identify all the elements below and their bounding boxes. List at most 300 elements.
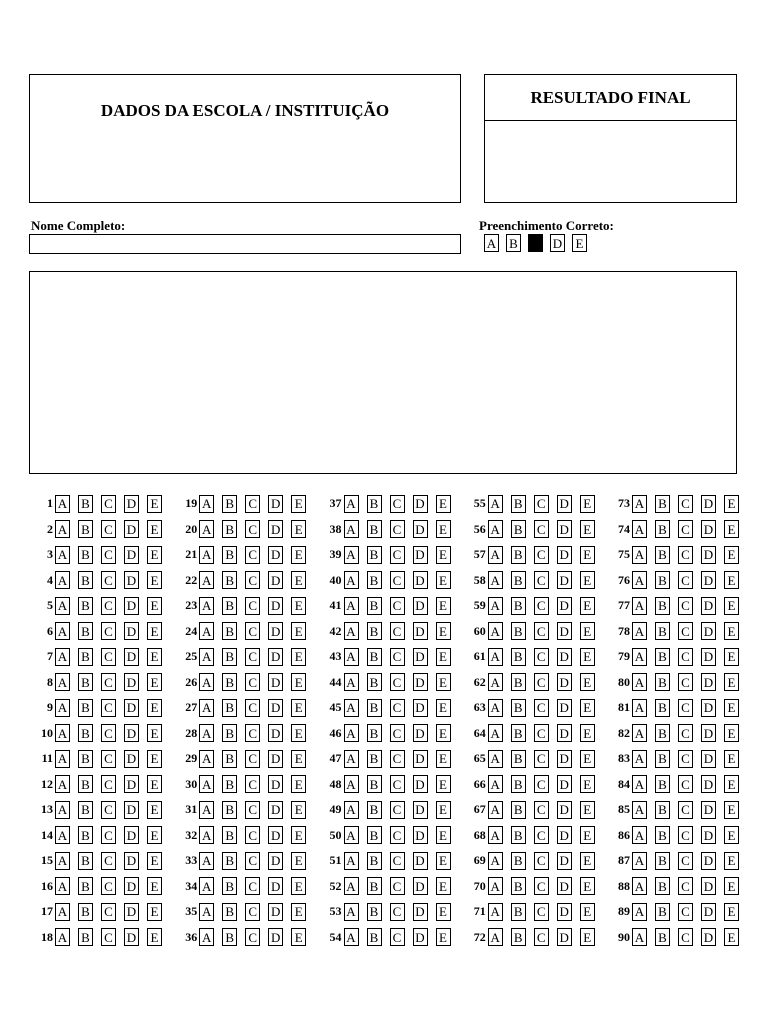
answer-option-a[interactable]: A: [344, 571, 359, 589]
answer-option-d[interactable]: D: [701, 775, 716, 793]
answer-option-d[interactable]: D: [557, 546, 572, 564]
answer-option-c[interactable]: C: [678, 648, 693, 666]
answer-option-c[interactable]: C: [101, 724, 116, 742]
answer-option-b[interactable]: B: [222, 597, 237, 615]
answer-option-e[interactable]: E: [291, 852, 306, 870]
answer-option-c[interactable]: C: [245, 877, 260, 895]
answer-option-d[interactable]: D: [124, 622, 139, 640]
answer-option-b[interactable]: B: [78, 699, 93, 717]
answer-option-d[interactable]: D: [268, 775, 283, 793]
answer-option-c[interactable]: C: [101, 775, 116, 793]
answer-option-c[interactable]: C: [534, 801, 549, 819]
answer-option-e[interactable]: E: [580, 775, 595, 793]
answer-option-e[interactable]: E: [436, 622, 451, 640]
answer-option-d[interactable]: D: [413, 852, 428, 870]
answer-option-b[interactable]: B: [78, 495, 93, 513]
answer-option-a[interactable]: A: [488, 852, 503, 870]
answer-option-e[interactable]: E: [724, 724, 739, 742]
answer-option-d[interactable]: D: [124, 520, 139, 538]
answer-option-d[interactable]: D: [124, 750, 139, 768]
answer-option-c[interactable]: C: [678, 852, 693, 870]
answer-option-c[interactable]: C: [245, 673, 260, 691]
answer-option-c[interactable]: C: [534, 699, 549, 717]
answer-option-b[interactable]: B: [367, 928, 382, 946]
answer-option-d[interactable]: D: [124, 546, 139, 564]
answer-option-e[interactable]: E: [436, 750, 451, 768]
answer-option-e[interactable]: E: [436, 673, 451, 691]
answer-option-c[interactable]: C: [534, 648, 549, 666]
answer-option-c[interactable]: C: [101, 571, 116, 589]
answer-option-d[interactable]: D: [124, 648, 139, 666]
answer-option-d[interactable]: D: [413, 903, 428, 921]
answer-option-e[interactable]: E: [724, 775, 739, 793]
answer-option-b[interactable]: B: [222, 928, 237, 946]
answer-option-b[interactable]: B: [78, 903, 93, 921]
answer-option-a[interactable]: A: [199, 750, 214, 768]
answer-option-a[interactable]: A: [199, 571, 214, 589]
answer-option-c[interactable]: C: [245, 775, 260, 793]
answer-option-b[interactable]: B: [655, 622, 670, 640]
answer-option-d[interactable]: D: [557, 750, 572, 768]
answer-option-d[interactable]: D: [268, 928, 283, 946]
answer-option-d[interactable]: D: [557, 928, 572, 946]
answer-option-d[interactable]: D: [268, 622, 283, 640]
answer-option-c[interactable]: C: [390, 775, 405, 793]
answer-option-d[interactable]: D: [124, 801, 139, 819]
answer-option-b[interactable]: B: [655, 877, 670, 895]
answer-option-c[interactable]: C: [245, 648, 260, 666]
answer-option-c[interactable]: C: [390, 801, 405, 819]
answer-option-b[interactable]: B: [222, 699, 237, 717]
answer-option-b[interactable]: B: [222, 801, 237, 819]
answer-option-e[interactable]: E: [291, 673, 306, 691]
answer-option-d[interactable]: D: [701, 852, 716, 870]
answer-option-c[interactable]: C: [101, 750, 116, 768]
answer-option-b[interactable]: B: [367, 597, 382, 615]
answer-option-a[interactable]: A: [199, 648, 214, 666]
answer-option-b[interactable]: B: [367, 571, 382, 589]
answer-option-d[interactable]: D: [124, 597, 139, 615]
answer-option-b[interactable]: B: [655, 546, 670, 564]
answer-option-c[interactable]: C: [101, 520, 116, 538]
answer-option-d[interactable]: D: [701, 597, 716, 615]
answer-option-e[interactable]: E: [580, 673, 595, 691]
answer-option-c[interactable]: C: [390, 750, 405, 768]
answer-option-b[interactable]: B: [78, 928, 93, 946]
answer-option-d[interactable]: D: [413, 622, 428, 640]
answer-option-a[interactable]: A: [632, 724, 647, 742]
answer-option-a[interactable]: A: [199, 775, 214, 793]
answer-option-a[interactable]: A: [344, 750, 359, 768]
answer-option-e[interactable]: E: [580, 648, 595, 666]
answer-option-d[interactable]: D: [557, 597, 572, 615]
answer-option-a[interactable]: A: [344, 648, 359, 666]
answer-option-e[interactable]: E: [147, 801, 162, 819]
answer-option-a[interactable]: A: [199, 597, 214, 615]
answer-option-d[interactable]: D: [557, 673, 572, 691]
answer-option-e[interactable]: E: [147, 852, 162, 870]
answer-option-c[interactable]: C: [245, 495, 260, 513]
answer-option-e[interactable]: E: [724, 673, 739, 691]
answer-option-b[interactable]: B: [511, 571, 526, 589]
answer-option-b[interactable]: B: [222, 520, 237, 538]
answer-option-d[interactable]: D: [557, 801, 572, 819]
answer-option-b[interactable]: B: [367, 775, 382, 793]
answer-option-c[interactable]: C: [390, 622, 405, 640]
answer-option-d[interactable]: D: [557, 724, 572, 742]
answer-option-a[interactable]: A: [488, 648, 503, 666]
answer-option-e[interactable]: E: [724, 495, 739, 513]
answer-option-a[interactable]: A: [488, 597, 503, 615]
answer-option-e[interactable]: E: [436, 597, 451, 615]
answer-option-e[interactable]: E: [291, 571, 306, 589]
answer-option-a[interactable]: A: [55, 648, 70, 666]
answer-option-b[interactable]: B: [78, 877, 93, 895]
answer-option-a[interactable]: A: [344, 903, 359, 921]
answer-option-b[interactable]: B: [511, 826, 526, 844]
answer-option-c[interactable]: C: [678, 724, 693, 742]
answer-option-a[interactable]: A: [344, 852, 359, 870]
answer-option-c[interactable]: C: [390, 597, 405, 615]
answer-option-d[interactable]: D: [124, 775, 139, 793]
answer-option-a[interactable]: A: [55, 571, 70, 589]
answer-option-a[interactable]: A: [344, 877, 359, 895]
answer-option-a[interactable]: A: [199, 852, 214, 870]
answer-option-a[interactable]: A: [632, 648, 647, 666]
answer-option-d[interactable]: D: [124, 724, 139, 742]
answer-option-d[interactable]: D: [268, 571, 283, 589]
answer-option-e[interactable]: E: [580, 571, 595, 589]
answer-option-a[interactable]: A: [632, 775, 647, 793]
answer-option-a[interactable]: A: [632, 673, 647, 691]
answer-option-a[interactable]: A: [199, 546, 214, 564]
answer-option-b[interactable]: B: [367, 495, 382, 513]
answer-option-b[interactable]: B: [222, 724, 237, 742]
answer-option-e[interactable]: E: [147, 546, 162, 564]
answer-option-c[interactable]: C: [245, 852, 260, 870]
answer-option-c[interactable]: C: [101, 648, 116, 666]
answer-option-b[interactable]: B: [655, 750, 670, 768]
answer-option-c[interactable]: C: [101, 826, 116, 844]
answer-option-b[interactable]: B: [222, 750, 237, 768]
answer-option-d[interactable]: D: [413, 520, 428, 538]
answer-option-c[interactable]: C: [245, 520, 260, 538]
answer-option-d[interactable]: D: [413, 571, 428, 589]
answer-option-e[interactable]: E: [724, 648, 739, 666]
answer-option-c[interactable]: C: [534, 571, 549, 589]
answer-option-b[interactable]: B: [511, 852, 526, 870]
answer-option-c[interactable]: C: [101, 699, 116, 717]
answer-option-c[interactable]: C: [534, 877, 549, 895]
answer-option-c[interactable]: C: [534, 520, 549, 538]
answer-option-c[interactable]: C: [678, 699, 693, 717]
answer-option-a[interactable]: A: [55, 775, 70, 793]
answer-option-c[interactable]: C: [390, 928, 405, 946]
answer-option-b[interactable]: B: [511, 877, 526, 895]
answer-option-a[interactable]: A: [199, 724, 214, 742]
answer-option-c[interactable]: C: [534, 928, 549, 946]
answer-option-e[interactable]: E: [436, 520, 451, 538]
answer-option-a[interactable]: A: [344, 622, 359, 640]
answer-option-c[interactable]: C: [678, 495, 693, 513]
answer-option-b[interactable]: B: [78, 826, 93, 844]
answer-option-e[interactable]: E: [291, 826, 306, 844]
answer-option-d[interactable]: D: [413, 495, 428, 513]
answer-option-a[interactable]: A: [632, 750, 647, 768]
answer-option-a[interactable]: A: [488, 775, 503, 793]
answer-option-a[interactable]: A: [344, 597, 359, 615]
answer-option-b[interactable]: B: [655, 903, 670, 921]
answer-option-b[interactable]: B: [511, 903, 526, 921]
answer-option-a[interactable]: A: [344, 673, 359, 691]
answer-option-d[interactable]: D: [268, 546, 283, 564]
answer-option-c[interactable]: C: [390, 903, 405, 921]
answer-option-a[interactable]: A: [199, 673, 214, 691]
answer-option-b[interactable]: B: [78, 546, 93, 564]
answer-option-c[interactable]: C: [245, 546, 260, 564]
answer-option-c[interactable]: C: [101, 852, 116, 870]
answer-option-a[interactable]: A: [488, 699, 503, 717]
answer-option-c[interactable]: C: [534, 775, 549, 793]
answer-option-d[interactable]: D: [557, 571, 572, 589]
answer-option-c[interactable]: C: [534, 724, 549, 742]
answer-option-d[interactable]: D: [413, 928, 428, 946]
answer-option-d[interactable]: D: [124, 495, 139, 513]
answer-option-e[interactable]: E: [291, 877, 306, 895]
answer-option-c[interactable]: C: [678, 877, 693, 895]
answer-option-c[interactable]: C: [245, 724, 260, 742]
answer-option-c[interactable]: C: [101, 903, 116, 921]
answer-option-e[interactable]: E: [147, 673, 162, 691]
answer-option-a[interactable]: A: [344, 495, 359, 513]
answer-option-a[interactable]: A: [199, 928, 214, 946]
answer-option-e[interactable]: E: [724, 750, 739, 768]
answer-option-d[interactable]: D: [268, 750, 283, 768]
answer-option-c[interactable]: C: [678, 571, 693, 589]
answer-option-a[interactable]: A: [488, 750, 503, 768]
answer-option-c[interactable]: C: [534, 622, 549, 640]
answer-option-d[interactable]: D: [124, 699, 139, 717]
answer-option-c[interactable]: C: [534, 903, 549, 921]
answer-option-b[interactable]: B: [78, 622, 93, 640]
answer-option-d[interactable]: D: [701, 648, 716, 666]
answer-option-d[interactable]: D: [268, 852, 283, 870]
answer-option-a[interactable]: A: [55, 801, 70, 819]
answer-option-c[interactable]: C: [390, 495, 405, 513]
answer-option-b[interactable]: B: [511, 597, 526, 615]
answer-option-e[interactable]: E: [724, 852, 739, 870]
answer-option-a[interactable]: A: [55, 877, 70, 895]
answer-option-c[interactable]: C: [101, 673, 116, 691]
answer-option-d[interactable]: D: [701, 928, 716, 946]
answer-option-b[interactable]: B: [222, 673, 237, 691]
answer-option-a[interactable]: A: [632, 546, 647, 564]
answer-option-b[interactable]: B: [367, 699, 382, 717]
answer-option-a[interactable]: A: [199, 495, 214, 513]
answer-option-c[interactable]: C: [678, 750, 693, 768]
answer-option-d[interactable]: D: [701, 699, 716, 717]
answer-option-e[interactable]: E: [724, 622, 739, 640]
answer-option-b[interactable]: B: [222, 903, 237, 921]
answer-option-c[interactable]: C: [534, 673, 549, 691]
answer-option-b[interactable]: B: [511, 928, 526, 946]
answer-option-e[interactable]: E: [436, 724, 451, 742]
answer-option-b[interactable]: B: [222, 852, 237, 870]
answer-option-a[interactable]: A: [55, 673, 70, 691]
answer-option-a[interactable]: A: [55, 852, 70, 870]
answer-option-a[interactable]: A: [55, 826, 70, 844]
answer-option-b[interactable]: B: [655, 699, 670, 717]
answer-option-c[interactable]: C: [101, 597, 116, 615]
answer-option-a[interactable]: A: [344, 775, 359, 793]
answer-option-b[interactable]: B: [367, 546, 382, 564]
answer-option-e[interactable]: E: [147, 597, 162, 615]
answer-option-b[interactable]: B: [78, 673, 93, 691]
answer-option-d[interactable]: D: [413, 546, 428, 564]
answer-option-b[interactable]: B: [511, 648, 526, 666]
answer-option-d[interactable]: D: [701, 520, 716, 538]
answer-option-e[interactable]: E: [147, 571, 162, 589]
answer-option-e[interactable]: E: [291, 699, 306, 717]
full-name-field[interactable]: [29, 234, 461, 254]
answer-option-a[interactable]: A: [55, 699, 70, 717]
answer-option-b[interactable]: B: [367, 852, 382, 870]
answer-option-a[interactable]: A: [55, 750, 70, 768]
answer-option-a[interactable]: A: [632, 801, 647, 819]
answer-option-e[interactable]: E: [147, 622, 162, 640]
answer-option-e[interactable]: E: [724, 826, 739, 844]
answer-option-b[interactable]: B: [222, 622, 237, 640]
answer-option-b[interactable]: B: [78, 520, 93, 538]
answer-option-d[interactable]: D: [557, 648, 572, 666]
answer-option-a[interactable]: A: [488, 673, 503, 691]
answer-option-b[interactable]: B: [655, 520, 670, 538]
answer-option-d[interactable]: D: [701, 877, 716, 895]
answer-option-b[interactable]: B: [511, 495, 526, 513]
answer-option-d[interactable]: D: [701, 903, 716, 921]
answer-option-e[interactable]: E: [580, 801, 595, 819]
answer-option-b[interactable]: B: [655, 597, 670, 615]
answer-option-c[interactable]: C: [101, 495, 116, 513]
answer-option-a[interactable]: A: [632, 495, 647, 513]
answer-option-b[interactable]: B: [78, 750, 93, 768]
answer-option-a[interactable]: A: [199, 622, 214, 640]
answer-option-b[interactable]: B: [511, 546, 526, 564]
answer-option-b[interactable]: B: [367, 750, 382, 768]
answer-option-d[interactable]: D: [701, 826, 716, 844]
answer-option-d[interactable]: D: [268, 699, 283, 717]
answer-option-e[interactable]: E: [724, 801, 739, 819]
answer-option-d[interactable]: D: [124, 826, 139, 844]
answer-option-d[interactable]: D: [268, 673, 283, 691]
answer-option-a[interactable]: A: [488, 903, 503, 921]
answer-option-b[interactable]: B: [655, 801, 670, 819]
answer-option-e[interactable]: E: [580, 546, 595, 564]
answer-option-d[interactable]: D: [557, 699, 572, 717]
answer-option-b[interactable]: B: [511, 622, 526, 640]
answer-option-b[interactable]: B: [511, 673, 526, 691]
answer-option-a[interactable]: A: [488, 495, 503, 513]
answer-option-e[interactable]: E: [580, 903, 595, 921]
answer-option-d[interactable]: D: [557, 877, 572, 895]
answer-option-d[interactable]: D: [124, 903, 139, 921]
answer-option-b[interactable]: B: [655, 775, 670, 793]
answer-option-c[interactable]: C: [390, 852, 405, 870]
answer-option-e[interactable]: E: [724, 571, 739, 589]
answer-option-d[interactable]: D: [413, 597, 428, 615]
answer-option-e[interactable]: E: [436, 903, 451, 921]
answer-option-e[interactable]: E: [291, 520, 306, 538]
answer-option-e[interactable]: E: [291, 495, 306, 513]
answer-option-e[interactable]: E: [436, 852, 451, 870]
answer-option-c[interactable]: C: [390, 648, 405, 666]
answer-option-a[interactable]: A: [488, 877, 503, 895]
answer-option-e[interactable]: E: [147, 903, 162, 921]
answer-option-c[interactable]: C: [390, 673, 405, 691]
answer-option-e[interactable]: E: [147, 826, 162, 844]
answer-option-d[interactable]: D: [701, 673, 716, 691]
answer-option-c[interactable]: C: [245, 699, 260, 717]
answer-option-c[interactable]: C: [534, 852, 549, 870]
answer-option-b[interactable]: B: [222, 826, 237, 844]
answer-option-e[interactable]: E: [580, 928, 595, 946]
answer-option-e[interactable]: E: [436, 877, 451, 895]
answer-option-d[interactable]: D: [701, 495, 716, 513]
answer-option-c[interactable]: C: [245, 928, 260, 946]
answer-option-e[interactable]: E: [291, 724, 306, 742]
answer-option-a[interactable]: A: [199, 699, 214, 717]
answer-option-e[interactable]: E: [147, 750, 162, 768]
answer-option-b[interactable]: B: [222, 775, 237, 793]
answer-option-a[interactable]: A: [632, 571, 647, 589]
answer-option-a[interactable]: A: [344, 699, 359, 717]
answer-option-e[interactable]: E: [436, 648, 451, 666]
answer-option-d[interactable]: D: [124, 877, 139, 895]
answer-option-b[interactable]: B: [655, 495, 670, 513]
answer-option-e[interactable]: E: [580, 852, 595, 870]
answer-option-c[interactable]: C: [101, 546, 116, 564]
answer-option-b[interactable]: B: [78, 801, 93, 819]
answer-option-c[interactable]: C: [678, 546, 693, 564]
answer-option-e[interactable]: E: [580, 520, 595, 538]
answer-option-d[interactable]: D: [413, 801, 428, 819]
answer-option-c[interactable]: C: [678, 928, 693, 946]
answer-option-d[interactable]: D: [413, 775, 428, 793]
answer-option-e[interactable]: E: [147, 877, 162, 895]
answer-option-b[interactable]: B: [511, 699, 526, 717]
answer-option-d[interactable]: D: [557, 495, 572, 513]
answer-option-c[interactable]: C: [678, 903, 693, 921]
answer-option-c[interactable]: C: [245, 801, 260, 819]
answer-option-a[interactable]: A: [344, 520, 359, 538]
answer-option-b[interactable]: B: [222, 877, 237, 895]
answer-option-c[interactable]: C: [678, 597, 693, 615]
answer-option-c[interactable]: C: [678, 826, 693, 844]
answer-option-e[interactable]: E: [436, 928, 451, 946]
answer-option-a[interactable]: A: [488, 546, 503, 564]
answer-option-a[interactable]: A: [199, 877, 214, 895]
answer-option-a[interactable]: A: [199, 801, 214, 819]
answer-option-e[interactable]: E: [436, 775, 451, 793]
answer-option-d[interactable]: D: [268, 520, 283, 538]
answer-option-d[interactable]: D: [268, 648, 283, 666]
answer-option-b[interactable]: B: [367, 673, 382, 691]
answer-option-a[interactable]: A: [55, 724, 70, 742]
answer-option-c[interactable]: C: [245, 571, 260, 589]
answer-option-a[interactable]: A: [55, 903, 70, 921]
answer-option-a[interactable]: A: [488, 520, 503, 538]
answer-option-b[interactable]: B: [367, 903, 382, 921]
